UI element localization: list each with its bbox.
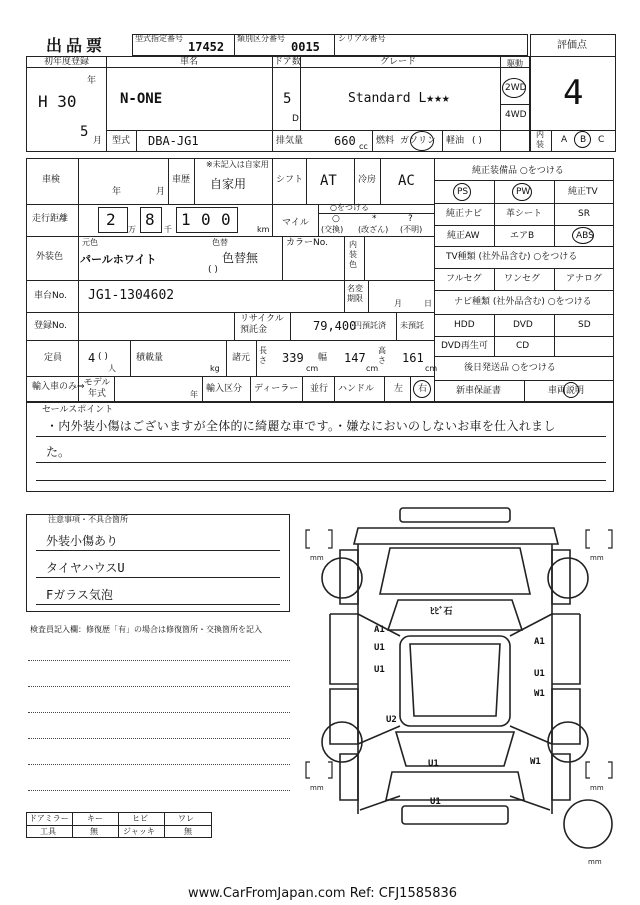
cm-unit: cm (366, 364, 379, 373)
repaint-label: 色替 (212, 238, 228, 247)
original-color-label: 元色 (82, 238, 98, 247)
repaint: 色替無 (222, 251, 259, 265)
first-reg-month: 5 (80, 124, 89, 140)
manual: 車両説明 (548, 386, 585, 396)
sales-point-line1: ・内外装小傷はございますが全体的に綺麗な車です。・嫌なにおいのしないお車を仕入れまし (46, 419, 556, 433)
note-item: タイヤハウスU (46, 561, 125, 575)
mileage-note: ○をつける (330, 203, 369, 212)
steering-right: 右 (418, 384, 428, 394)
door-suffix: D (292, 114, 299, 124)
svg-text:A1: A1 (374, 625, 385, 635)
ac-label: 冷房 (358, 175, 377, 185)
svg-text:W1: W1 (534, 689, 545, 699)
tv-fullseg: フルセグ (446, 274, 482, 284)
cd-player: CD (516, 341, 530, 351)
steering-left: 左 (394, 384, 404, 394)
equip-leather: 革シート (506, 209, 543, 219)
svg-text:U1: U1 (374, 643, 385, 653)
equip-navi: 純正ナビ (446, 209, 483, 219)
capacity-paren: ( ) (98, 352, 108, 362)
mileage-digit: 2 (106, 210, 116, 229)
exchange-note: (交換) (321, 225, 344, 234)
sales-point-line2: た。 (46, 445, 71, 459)
circle-mark (413, 380, 431, 398)
fuel-other: ( ) (472, 136, 482, 146)
navi-sd: SD (578, 320, 591, 330)
interior-a: A (561, 135, 568, 145)
later-items-title: 後日発送品 ○をつける (464, 363, 556, 373)
svg-text:A1: A1 (534, 637, 545, 647)
mm-label: mm (310, 554, 324, 562)
equip-tv: 純正TV (568, 187, 598, 197)
model-year-label: モデル年式 (83, 378, 111, 399)
broken-label: ワレ (178, 814, 194, 823)
cm-unit: cm (425, 364, 438, 373)
kg-unit: kg (210, 364, 220, 373)
class-code-label: 類別区分番号 (237, 34, 285, 43)
type-label: 型式 (112, 136, 131, 146)
circle-mark (563, 382, 579, 398)
inspection-year-unit: 年 (112, 187, 122, 197)
equipment-title: 純正装備品 ○をつける (472, 166, 564, 176)
equip-airbag: エアB (510, 231, 535, 241)
inspection-month-unit: 月 (156, 187, 166, 197)
circle-mark (502, 78, 526, 98)
model-year-unit: 年 (190, 390, 198, 399)
key-label: キー (87, 814, 103, 823)
score-value: 4 (563, 73, 584, 113)
car-name-label: 車名 (180, 57, 199, 67)
doors: 5 (283, 91, 292, 107)
sales-point-label: セールスポイント (42, 405, 114, 415)
grade-label: グレード (380, 57, 417, 67)
registration-number-label: 登録No. (34, 321, 67, 331)
sen-unit: 千 (164, 225, 172, 234)
svg-text:U1: U1 (428, 759, 439, 769)
repaint-paren: ( ) (208, 265, 218, 275)
equip-abs: ABS (576, 231, 594, 241)
inspection-label: 車検 (42, 175, 61, 185)
dvd-playback: DVD再生可 (441, 341, 488, 351)
equip-pw: PW (516, 187, 531, 197)
tools-label: 工具 (40, 827, 56, 836)
air-conditioning: AC (398, 173, 415, 189)
cc-unit: cc (359, 142, 368, 151)
width-label: 幅 (318, 353, 328, 363)
recycle-not-paid: 未預託 (400, 321, 424, 330)
model-type: DBA-JG1 (148, 134, 199, 148)
length-label: 長さ (259, 346, 267, 365)
month-label: 月 (93, 136, 103, 146)
mileage-digit: 1 (181, 210, 191, 229)
warranty-book: 新車保証書 (456, 386, 502, 396)
svg-text:U1: U1 (430, 797, 441, 807)
car-name: N-ONE (120, 91, 163, 107)
interior-c: C (598, 135, 605, 145)
notes-label: 注意事項・不具合箇所 (48, 515, 128, 524)
load-capacity-label: 積載量 (136, 353, 164, 363)
mile-label: マイル (282, 218, 309, 228)
tamper-note: (改ざん) (358, 225, 389, 234)
svg-text:U1: U1 (374, 665, 385, 675)
drive-4wd: 4WD (505, 110, 527, 120)
inspector-note: 検査員記入欄：修復歴「有」の場合は修復箇所・交換箇所を記入 (30, 625, 262, 634)
recycle-label: リサイクル預託金 (240, 314, 284, 335)
mark-question: ? (408, 214, 413, 224)
equip-aw: 純正AW (447, 231, 480, 241)
note-item: 外装小傷あり (46, 534, 119, 548)
score-label: 評価点 (557, 40, 587, 51)
name-change-month: 月 (394, 299, 402, 308)
displacement-label: 排気量 (276, 136, 304, 146)
shift-label: シフト (276, 175, 304, 185)
width: 147 (344, 351, 366, 365)
history-label: 車歴 (172, 175, 191, 185)
import-type-label: 輸入区分 (206, 384, 243, 394)
svg-text:W1: W1 (530, 757, 541, 767)
recycle-unit: 円預託済 (354, 321, 386, 330)
drive-2wd: 2WD (505, 83, 527, 93)
svg-text:mm: mm (590, 784, 604, 792)
door-mirror-label: ドアミラー (29, 814, 69, 823)
sales-point-box (26, 402, 614, 492)
year-label: 年 (87, 76, 97, 86)
person-unit: 人 (108, 364, 116, 373)
grade: Standard L★★★ (348, 91, 450, 106)
interior-color-label: 内装色 (349, 240, 357, 269)
parallel-option: 並行 (310, 384, 329, 394)
jack-label: ジャッキ (123, 827, 155, 836)
mark-asterisk: * (372, 214, 377, 224)
mileage-digit: 8 (145, 210, 155, 229)
form-title: 出品票 (46, 36, 107, 55)
circle-mark (572, 227, 594, 244)
svg-text:mm: mm (590, 554, 604, 562)
svg-text:mm: mm (588, 858, 602, 866)
first-reg-year: H 30 (38, 92, 77, 111)
color-number-label: カラーNo. (286, 238, 328, 248)
note-item: Fガラス気泡 (46, 588, 113, 602)
dimensions-label: 諸元 (232, 353, 251, 363)
original-color: パールホワイト (80, 253, 157, 266)
class-code: 0015 (291, 40, 320, 54)
capacity-label: 定員 (44, 353, 63, 363)
displacement: 660 (334, 134, 356, 148)
tools-value: 無 (90, 827, 98, 836)
vehicle-history: 自家用 (210, 177, 247, 191)
jack-value: 無 (184, 827, 192, 836)
car-diagram (300, 504, 620, 872)
svg-text:U1: U1 (534, 669, 545, 679)
unknown-note: (不明) (400, 225, 423, 234)
cm-unit: cm (306, 364, 319, 373)
unmarked-note: ※未記入は自家用 (206, 160, 269, 169)
capacity: 4 (88, 351, 96, 365)
svg-text:U2: U2 (386, 715, 397, 725)
first-reg-label: 初年度登録 (44, 57, 90, 67)
tv-analog: アナログ (566, 274, 603, 284)
km-unit: km (257, 225, 270, 234)
tv-type-title: TV種類 (社外品含む) ○をつける (446, 252, 578, 262)
crack-label: ヒビ (132, 814, 148, 823)
shift: AT (320, 173, 337, 189)
mileage-digit: 0 (201, 210, 211, 229)
footer-watermark: www.CarFromJapan.com Ref: CFJ1585836 (188, 886, 458, 901)
navi-dvd: DVD (513, 320, 533, 330)
mark-circle: ○ (332, 214, 340, 224)
svg-text:mm: mm (310, 784, 324, 792)
length: 339 (282, 351, 304, 365)
name-change-day: 日 (424, 299, 432, 308)
fuel-gasoline: ガソリン (400, 136, 437, 146)
tv-oneseg: ワンセグ (504, 274, 541, 284)
name-change-label: 名変期限 (347, 284, 363, 303)
frame-number: JG1-1304602 (88, 288, 175, 303)
circle-mark (453, 183, 471, 201)
equip-ps: PS (457, 187, 469, 197)
equip-sunroof: SR (578, 209, 590, 219)
import-label: 輸入車のみ⇒ (32, 382, 85, 392)
svg-text:ﾋﾋﾞ石: ﾋﾋﾞ石 (430, 607, 453, 617)
recycle-fee: 79,400 (313, 319, 357, 333)
mileage-digit: 0 (221, 210, 231, 229)
dealer-option: ディーラー (254, 384, 299, 394)
fuel-label: 燃料 (376, 136, 395, 146)
circle-mark (574, 131, 591, 148)
circle-mark (410, 131, 434, 151)
drive-label: 駆動 (507, 59, 523, 68)
height-label: 高さ (378, 346, 386, 365)
steering-label: ハンドル (338, 384, 375, 394)
model-code: 17452 (188, 40, 225, 54)
interior-b: B (580, 135, 587, 145)
navi-type-title: ナビ種類 (社外品含む) ○をつける (454, 297, 592, 307)
fuel-light-oil: 軽油 (446, 136, 465, 146)
man-unit: 万 (128, 225, 136, 234)
serial-label: シリアル番号 (338, 34, 386, 43)
circle-mark (512, 183, 532, 201)
model-code-label: 型式指定番号 (135, 34, 183, 43)
doors-label: ドア数 (274, 57, 301, 67)
interior-label: 内装 (536, 130, 544, 149)
exterior-color-label: 外装色 (36, 252, 64, 262)
height: 161 (402, 351, 424, 365)
mileage-label: 走行距離 (32, 214, 69, 224)
frame-number-label: 車台No. (34, 291, 67, 301)
navi-hdd: HDD (454, 320, 475, 330)
